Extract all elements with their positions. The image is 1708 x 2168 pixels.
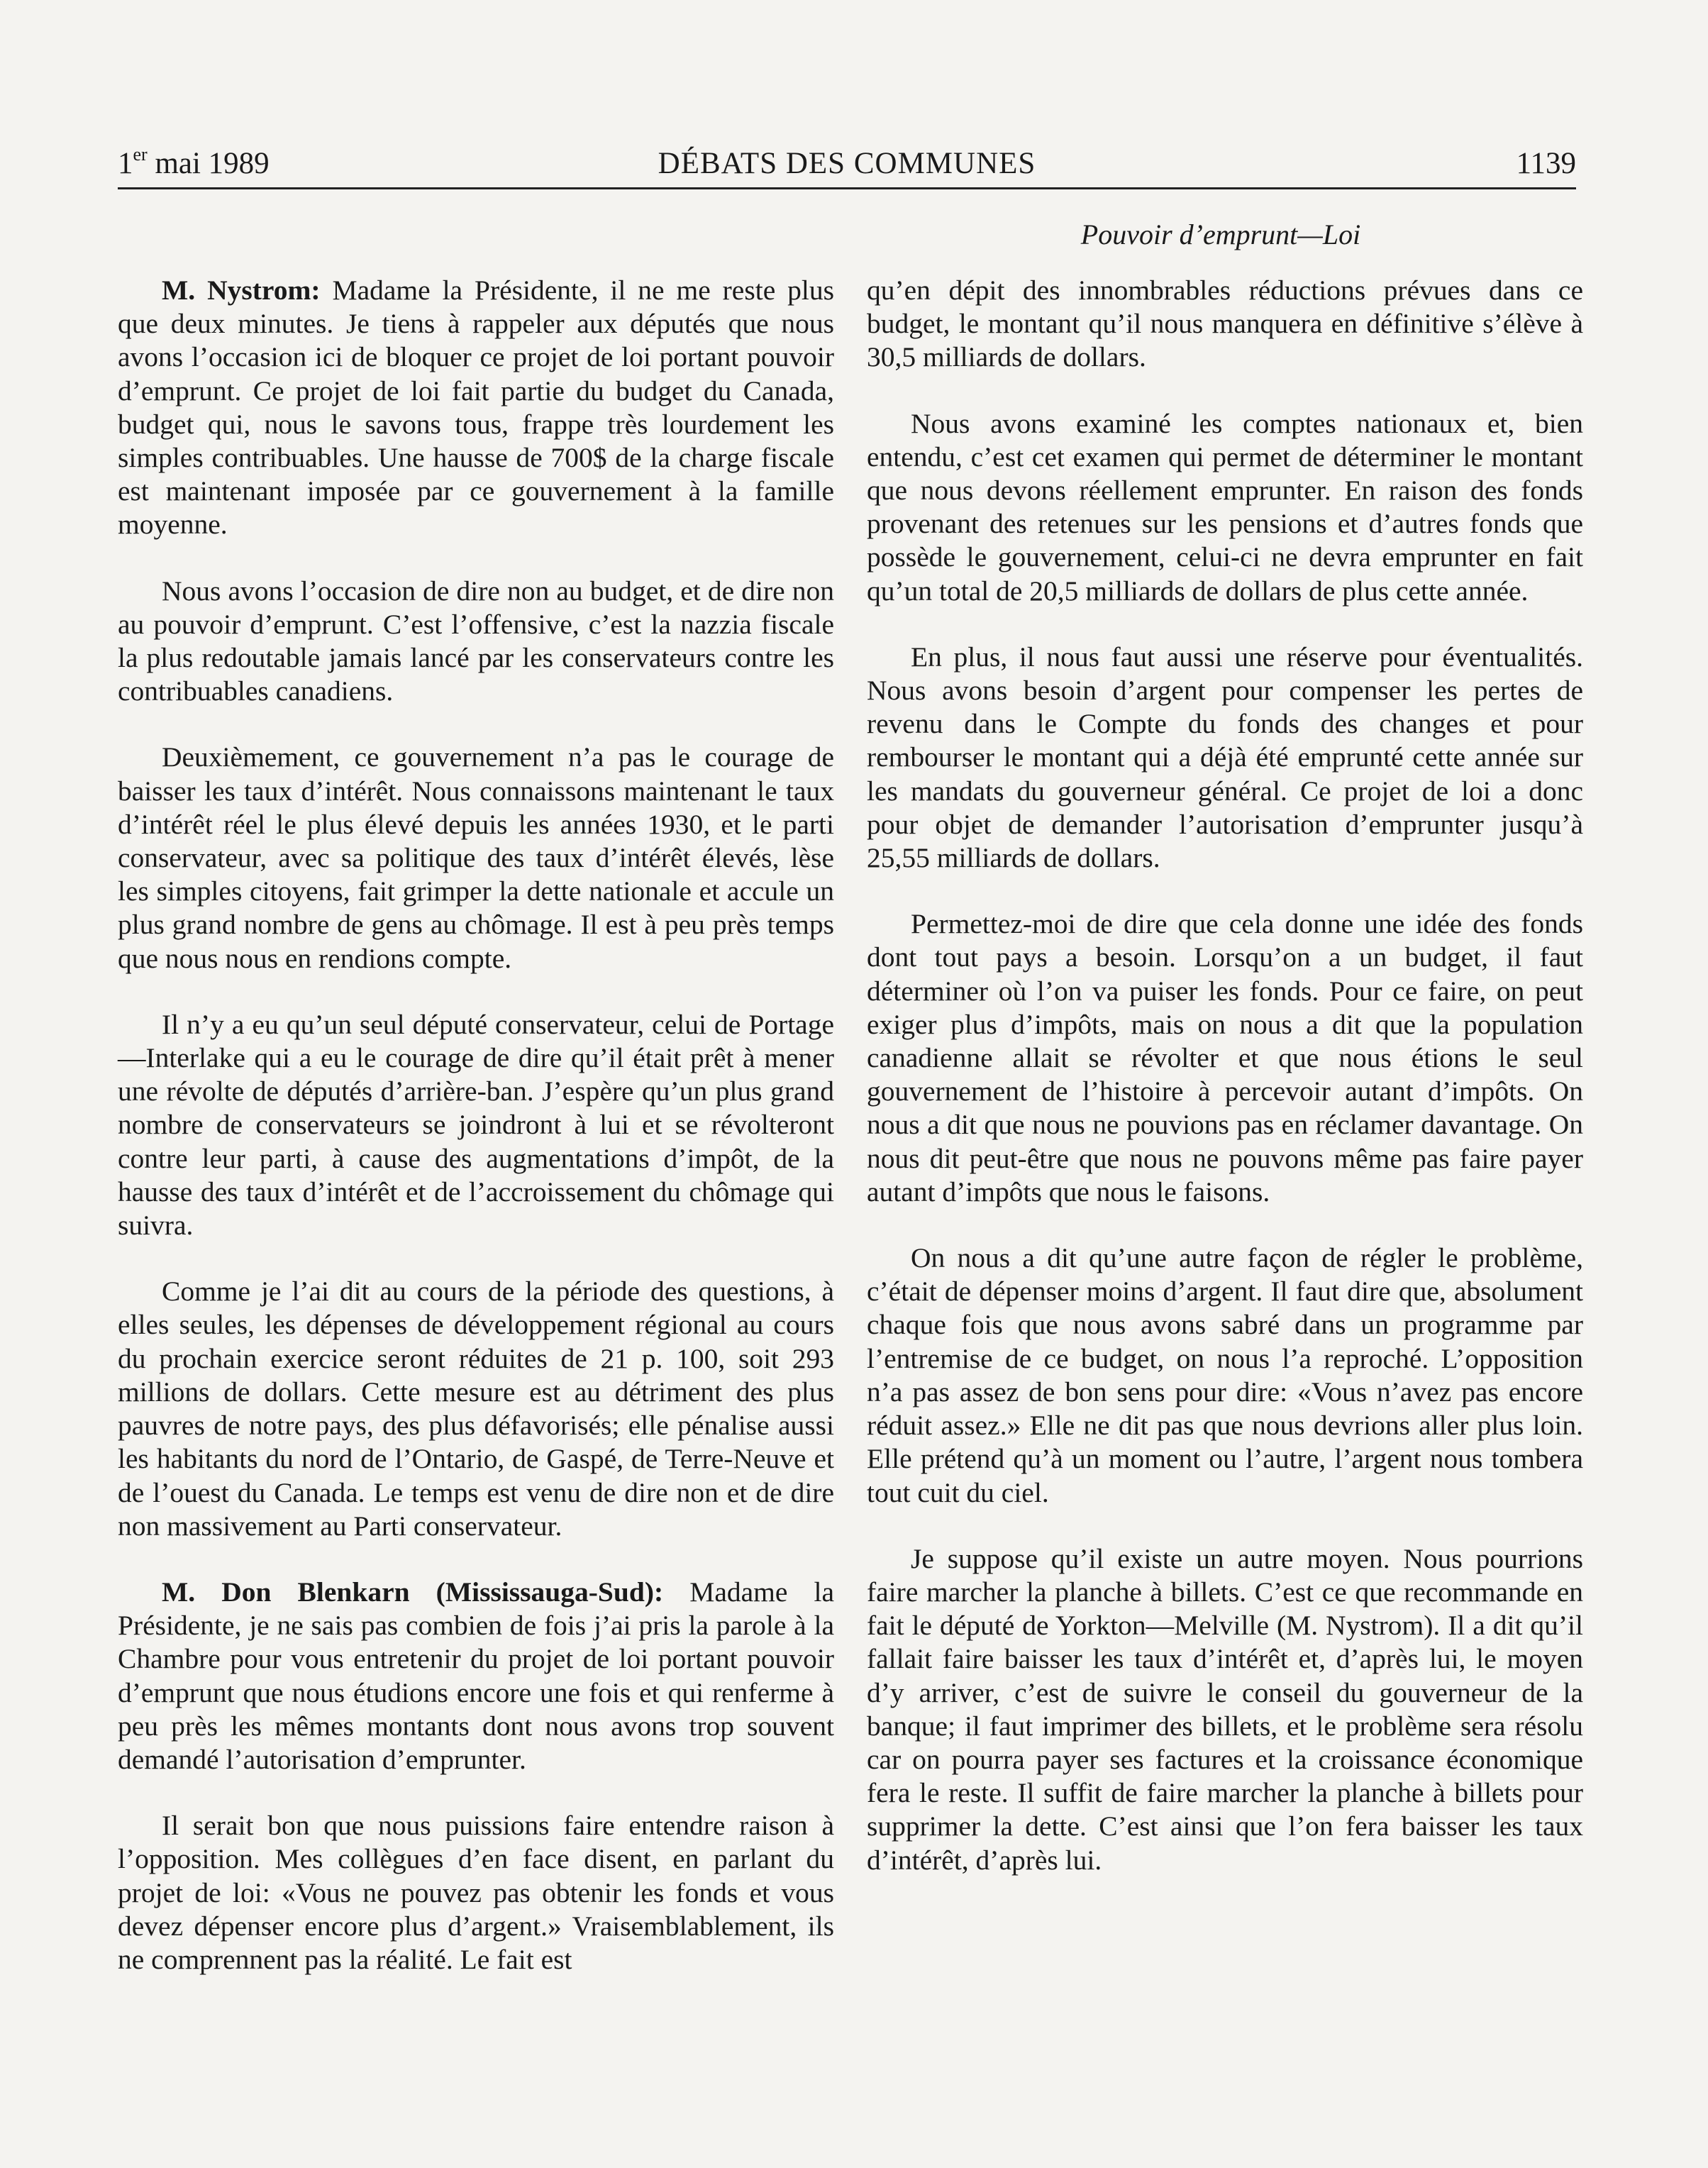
paragraph: On nous a dit qu’une autre façon de régler le problème, c’était de dépenser moins d’argent. Il faut dire que, absolument chaque fois que nous avons sabré dans un programme par l’entremise de ce budget, on nous l’a reproché. L’opposition n’a pas assez de bon sens pour dire: «Vous n’avez pas encore réduit assez.» Elle ne dit pas que nous devrions aller plus loin. Elle prétend qu’à un moment ou l’autre, l’argent nous tombera tout cuit du ciel. (867, 1242, 1583, 1508)
paragraph: Deuxièmement, ce gouvernement n’a pas le courage de baisser les taux d’intérêt. Nous connaissons maintenant le taux d’intérêt réel le plus élevé depuis les années 1930, et le parti conservateur, avec sa politique des taux d’intérêt élevés, lèse les simples citoyens, fait grimper la dette nationale et accule un plus grand nombre de gens au chômage. Il est à peu près temps que nous nous en rendions compte. (118, 741, 834, 974)
date-day: 1 (118, 147, 133, 180)
speaker-name: M. Don Blenkarn (Mississauga-Sud): (162, 1576, 664, 1608)
page-header (118, 142, 1576, 186)
page-number: 1139 (1516, 147, 1576, 180)
date-superscript: er (133, 144, 148, 165)
paragraph: Il n’y a eu qu’un seul député conservateur, celui de Portage—Interlake qui a eu le courage de dire qu’il était prêt à mener une révolte de députés d’arrière-ban. J’espère qu’un plus grand nombre de conservateurs se joindront à lui et se révolteront contre leur parti, à cause des augmentations d’impôt, de la hausse des taux d’intérêt et de l’accroissement du chômage qui suivra. (118, 1008, 834, 1241)
left-column (118, 274, 834, 2009)
paragraph: En plus, il nous faut aussi une réserve pour éventualités. Nous avons besoin d’argent pour compenser les pertes de revenu dans le Compte du fonds des changes et pour rembourser le montant qui a déjà été emprunté cette année sur les mandats du gouverneur général. Ce projet de loi a donc pour objet de demander l’autorisation d’emprunter jusqu’à 25,55 milliards de dollars. (867, 641, 1583, 874)
paragraph (118, 274, 834, 542)
paragraph: Permettez-moi de dire que cela donne une idée des fonds dont tout pays a besoin. Lorsqu’on a un budget, il faut déterminer où l’on va puiser les fonds. Pour ce faire, on peut exiger plus d’impôts, mais on nous a dit que la population canadienne allait se révolter et que nous étions le seul gouvernement de l’histoire à percevoir autant d’impôts. On nous a dit que nous ne pouvions pas en réclamer davantage. On nous dit peut-être que nous ne pouvons même pas faire payer autant d’impôts que nous le faisons. (867, 908, 1583, 1207)
paragraph: Nous avons l’occasion de dire non au budget, et de dire non au pouvoir d’emprunt. C’est l’offensive, c’est la nazzia fiscale la plus redoutable jamais lancé par les conservateurs contre les contribuables canadiens. (118, 575, 834, 707)
paragraph: Comme je l’ai dit au cours de la période des questions, à elles seules, les dépenses de développement régional au cours du prochain exercice seront réduites de 21 p. 100, soit 293 millions de dollars. Cette mesure est au détriment des plus pauvres de notre pays, des plus défavorisés; elle pénalise aussi les habitants du nord de l’Ontario, de Gaspé, de Terre-Neuve et de l’ouest du Canada. Le temps est venu de dire non et de dire non massivement au Parti conservateur. (118, 1276, 834, 1542)
speech-text: Madame la Présidente, il ne me reste plus que deux minutes. Je tiens à rappeler aux députés que nous avons l’occasion ici de bloquer ce projet de loi portant pouvoir d’emprunt. Ce projet de loi fait partie du budget du Canada, budget qui, nous le savons tous, frappe très lourdement les simples contribuables. Une hausse de 700$ de la charge fiscale est maintenant imposée par ce gouvernement à la famille moyenne. (118, 275, 834, 541)
paragraph (118, 1576, 834, 1776)
speech-text: Madame la Présidente, je ne sais pas combien de fois j’ai pris la parole à la Chambre pour vous entretenir du projet de loi portant pouvoir d’emprunt que nous étudions encore une fois et qui renferme à peu près les mêmes montants dont nous avons trop souvent demandé l’autorisation d’emprunter. (118, 1576, 834, 1775)
running-head: Pouvoir d’emprunt—Loi (1080, 219, 1361, 250)
paragraph: Je suppose qu’il existe un autre moyen. Nous pourrions faire marcher la planche à billets. C’est ce que recommande en fait le député de Yorkton—Melville (M. Nystrom). Il a dit qu’il fallait faire baisser les taux d’intérêt et, d’après lui, le moyen d’y arriver, c’est de suivre le conseil du gouverneur de la banque; il faut imprimer des billets, et le problème sera résolu car on pourra payer ses factures et la croissance économique fera le reste. Il suffit de faire marcher la planche à billets pour supprimer la dette. C’est ainsi que l’on fera baisser les taux d’intérêt, d’après lui. (867, 1542, 1583, 1876)
paragraph: Il serait bon que nous puissions faire entendre raison à l’opposition. Mes collègues d’en face disent, en parlant du projet de loi: «Vous ne pouvez pas obtenir les fonds et vous devez dépenser encore plus d’argent.» Vraisemblablement, ils ne comprennent pas la réalité. Le fait est (118, 1810, 834, 1975)
header-title: DÉBATS DES COMMUNES (658, 147, 1036, 180)
paragraph-continued: qu’en dépit des innombrables réductions prévues dans ce budget, le montant qu’il nous manquera en définitive s’élève à 30,5 milliards de dollars. (867, 275, 1583, 373)
right-column (867, 274, 1583, 1910)
header-rule (118, 187, 1576, 189)
speaker-name: M. Nystrom: (162, 275, 321, 306)
paragraph: Nous avons examiné les comptes nationaux et, bien entendu, c’est cet examen qui permet de déterminer le montant que nous devons réellement emprunter. En raison des fonds provenant des retenues sur les pensions et d’autres fonds que possède le gouvernement, celui-ci ne devra emprunter en fait qu’un total de 20,5 milliards de dollars de plus cette année. (867, 407, 1583, 607)
date-rest: mai 1989 (147, 147, 270, 180)
